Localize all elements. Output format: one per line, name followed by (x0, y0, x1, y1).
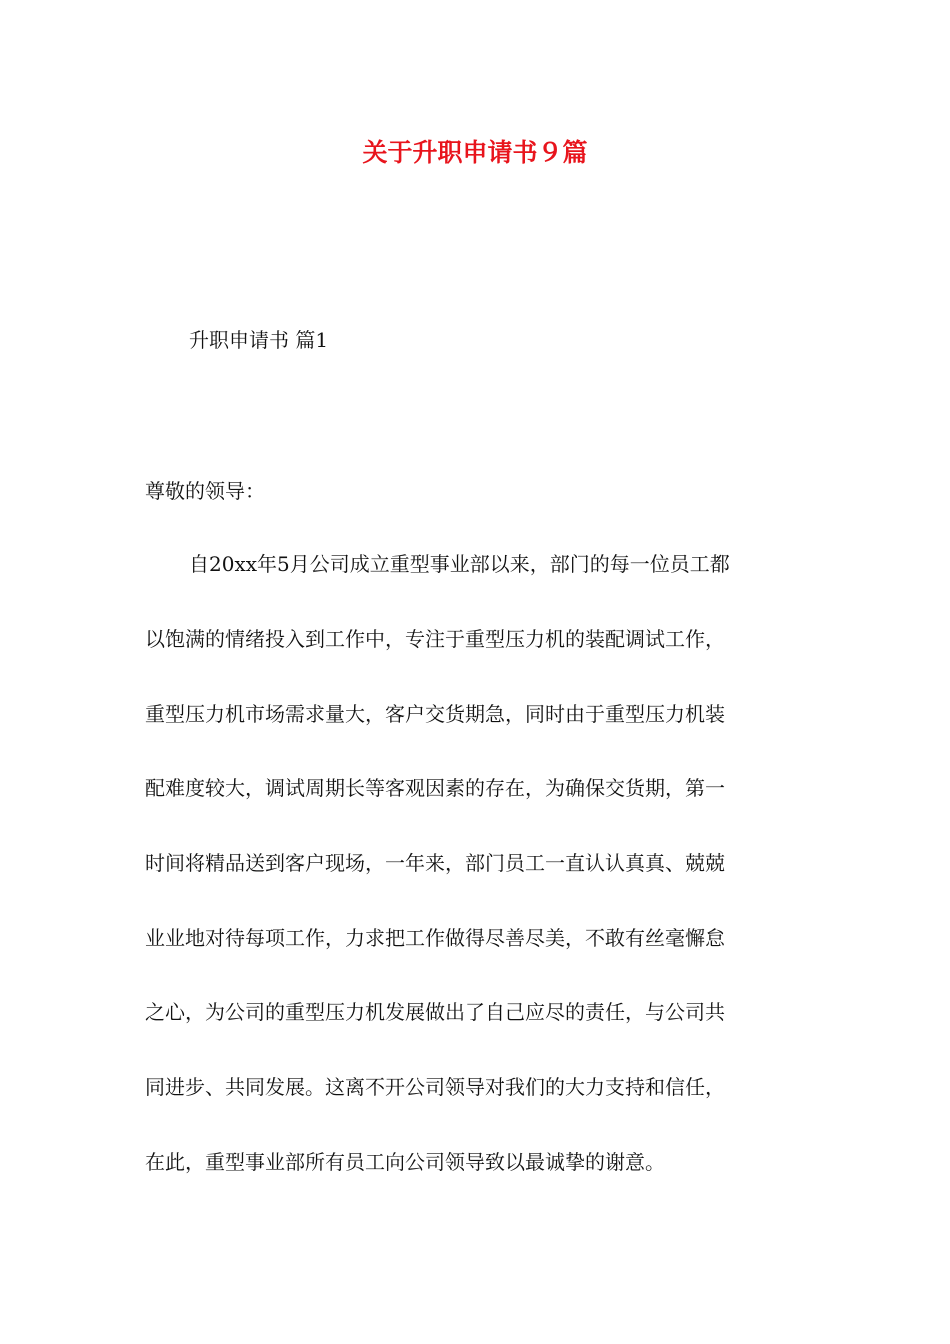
document-title: 关于升职申请书９篇 (362, 138, 588, 167)
body-line: 自20xx年5月公司成立重型事业部以来，部门的每一位员工都 (189, 552, 730, 576)
salutation: 尊敬的领导： (145, 479, 265, 503)
body-line: 时间将精品送到客户现场，一年来，部门员工一直认认真真、兢兢 (145, 851, 725, 875)
body-line: 以饱满的情绪投入到工作中，专注于重型压力机的装配调试工作， (145, 627, 725, 651)
body-line: 重型压力机市场需求量大，客户交货期急，同时由于重型压力机装 (145, 702, 725, 726)
body-line: 同进步、共同发展。这离不开公司领导对我们的大力支持和信任， (145, 1075, 725, 1099)
body-line: 在此，重型事业部所有员工向公司领导致以最诚挚的谢意。 (145, 1150, 665, 1174)
body-line: 业业地对待每项工作，力求把工作做得尽善尽美，不敢有丝毫懈怠 (145, 926, 725, 950)
body-line: 配难度较大，调试周期长等客观因素的存在，为确保交货期，第一 (145, 776, 725, 800)
body-line: 之心，为公司的重型压力机发展做出了自己应尽的责任，与公司共 (145, 1000, 725, 1024)
section-heading: 升职申请书 篇1 (189, 328, 329, 352)
